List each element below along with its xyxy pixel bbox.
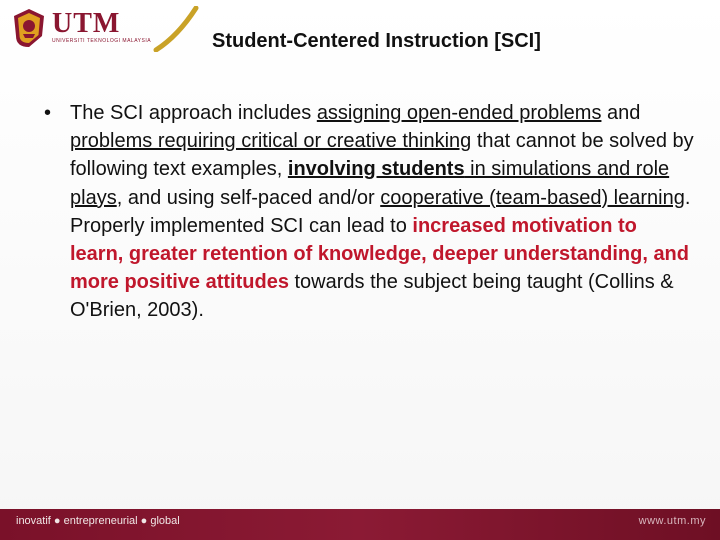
underlined-phrase: problems requiring critical or creative thinking [70, 130, 472, 153]
underlined-phrase: assigning open-ended problems [316, 102, 602, 124]
body-text: towards the subject being taught (Collins & O'Brien, 2003). [70, 271, 674, 322]
body-text: . Properly implemented SCI can lead to [70, 186, 691, 237]
underlined-phrase: cooperative (team-based) learning [380, 186, 685, 209]
footer-url: www.utm.my [638, 515, 706, 527]
logo-swoosh-icon [148, 6, 208, 52]
footer-tagline: inovatif ● entrepreneurial ● global [16, 515, 180, 527]
body-text: , and using self-paced and/or [116, 186, 381, 209]
bullet-paragraph [70, 99, 694, 325]
body-text: that cannot be solved by following text examples, [70, 130, 694, 181]
underlined-phrase: in simulations and role plays [70, 158, 670, 209]
body-text: The SCI approach includes [70, 102, 317, 124]
logo-subtitle: UNIVERSITI TEKNOLOGI MALAYSIA [52, 38, 152, 44]
bold-underlined-phrase: involving students [287, 158, 465, 181]
logo-wordmark: UTM [52, 8, 121, 39]
footer-bar [0, 509, 720, 540]
slide-title: Student-Centered Instruction [SCI] [212, 30, 541, 52]
bullet-item [44, 99, 694, 325]
bullet-marker: • [44, 102, 52, 124]
utm-logo [8, 6, 188, 50]
body-text: and [601, 102, 641, 124]
utm-crest-icon [12, 8, 46, 48]
highlighted-phrase: increased motivation to learn, greater retention of knowledge, deeper understanding, and more positive attitudes [70, 214, 689, 294]
